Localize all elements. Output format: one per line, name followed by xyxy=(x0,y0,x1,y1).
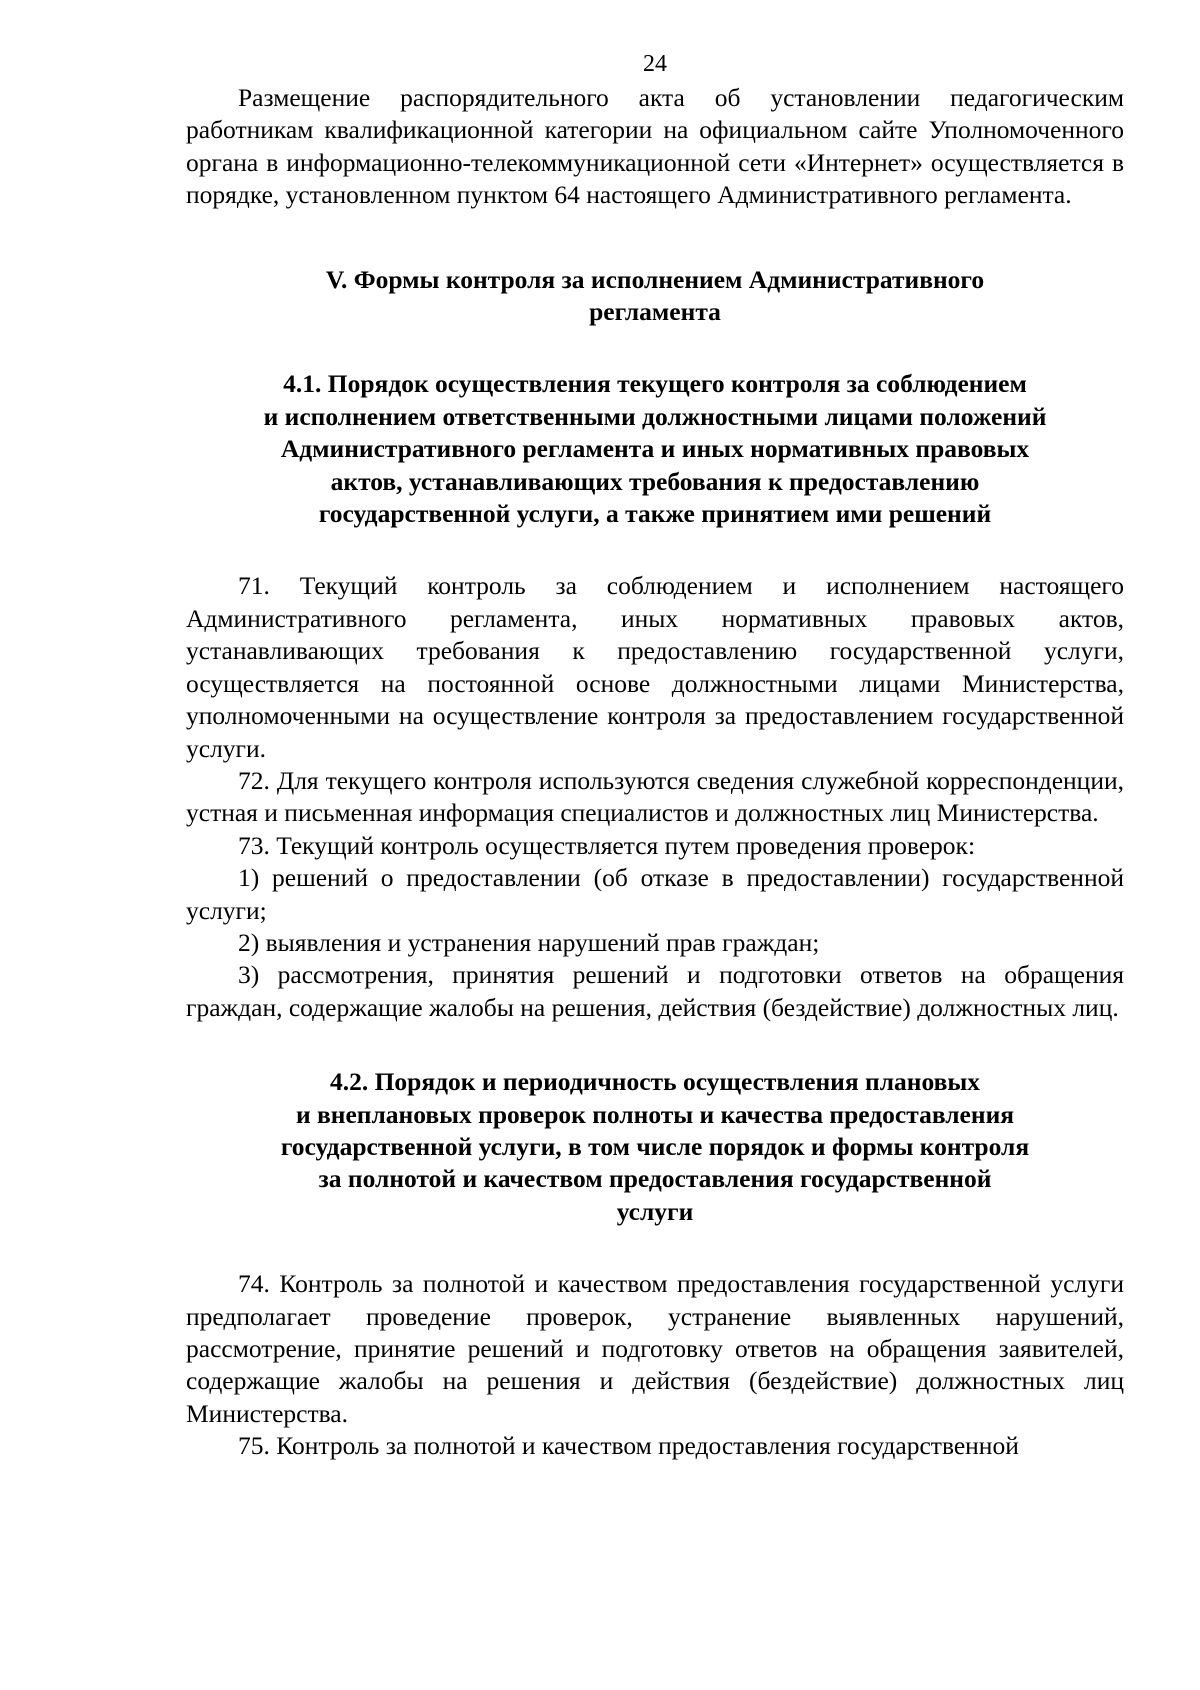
paragraph-74: 74. Контроль за полнотой и качеством предоставления государственной услуги предполагает проведение проверок, устранение выявленных нарушений, рассмотрение, принятие решений и подготовку ответов на обращения заявителей, содержащие жалобы на решения и действия (бездействие) должностных лиц Министерства. xyxy=(186,1269,1124,1428)
list-item-2: 2) выявления и устранения нарушений прав граждан; xyxy=(238,927,820,957)
paragraph-72: 72. Для текущего контроля используются сведения служебной корреспонденции, устная и письменная информация специалистов и должностных лиц Министерства. xyxy=(186,765,1124,828)
heading-line: за полнотой и качеством предоставления государственной xyxy=(318,1164,992,1194)
heading-line: государственной услуги, в том числе порядок и формы контроля xyxy=(280,1131,1030,1161)
section-4-2-heading xyxy=(186,1066,1124,1228)
heading-line: 4.2. Порядок и периодичность осуществления плановых xyxy=(329,1067,981,1097)
heading-line: актов, устанавливающих требования к предоставлению xyxy=(330,466,980,496)
list-item-3: 3) рассмотрения, принятия решений и подготовки ответов на обращения граждан, содержащие жалобы на решения, действия (бездействие) должностных лиц. xyxy=(186,960,1124,1022)
heading-line: государственной услуги, а также принятием ими решений xyxy=(318,499,992,529)
heading-line: услуги xyxy=(616,1196,694,1226)
spacer xyxy=(186,1228,1124,1268)
list-item-1: 1) решений о предоставлении (об отказе в предоставлении) государственной услуги; xyxy=(186,863,1124,925)
heading-line: и внеплановых проверок полноты и качества предоставления xyxy=(295,1099,1015,1129)
intro-paragraph: Размещение распорядительного акта об установлении педагогическим работникам квалификационной категории на официальном сайте Уполномоченного органа в информационно-телекоммуникационной сети «Интернет» осуществляется в порядке, установленном пунктом 64 настоящего Административного регламента. xyxy=(186,83,1124,210)
heading-line: V. Формы контроля за исполнением Административного xyxy=(325,264,985,294)
spacer xyxy=(186,212,1124,264)
heading-line: и исполнением ответственными должностными лицами положений xyxy=(263,401,1047,431)
paragraph-71: 71. Текущий контроль за соблюдением и исполнением настоящего Административного регламента, иных нормативных правовых актов, устанавливающих требования к предоставлению государственной услуги, осуществляется на постоянной основе должностными лицами Министерства, уполномоченными на осуществление контроля за предоставлением государственной услуги. xyxy=(186,571,1124,763)
paragraph-75: 75. Контроль за полнотой и качеством предоставления государственной xyxy=(238,1431,1019,1461)
heading-line: 4.1. Порядок осуществления текущего контроля за соблюдением xyxy=(283,369,1027,399)
page-number: 24 xyxy=(643,51,667,77)
spacer xyxy=(186,530,1124,570)
paragraph-73: 73. Текущий контроль осуществляется путем проведения проверок: xyxy=(238,830,976,860)
spacer xyxy=(186,328,1124,368)
section-4-1-heading xyxy=(186,368,1124,530)
heading-line: Административного регламента и иных нормативных правовых xyxy=(280,434,1030,464)
section-v-heading xyxy=(186,264,1124,329)
spacer xyxy=(186,1024,1124,1066)
heading-line: регламента xyxy=(589,297,721,327)
